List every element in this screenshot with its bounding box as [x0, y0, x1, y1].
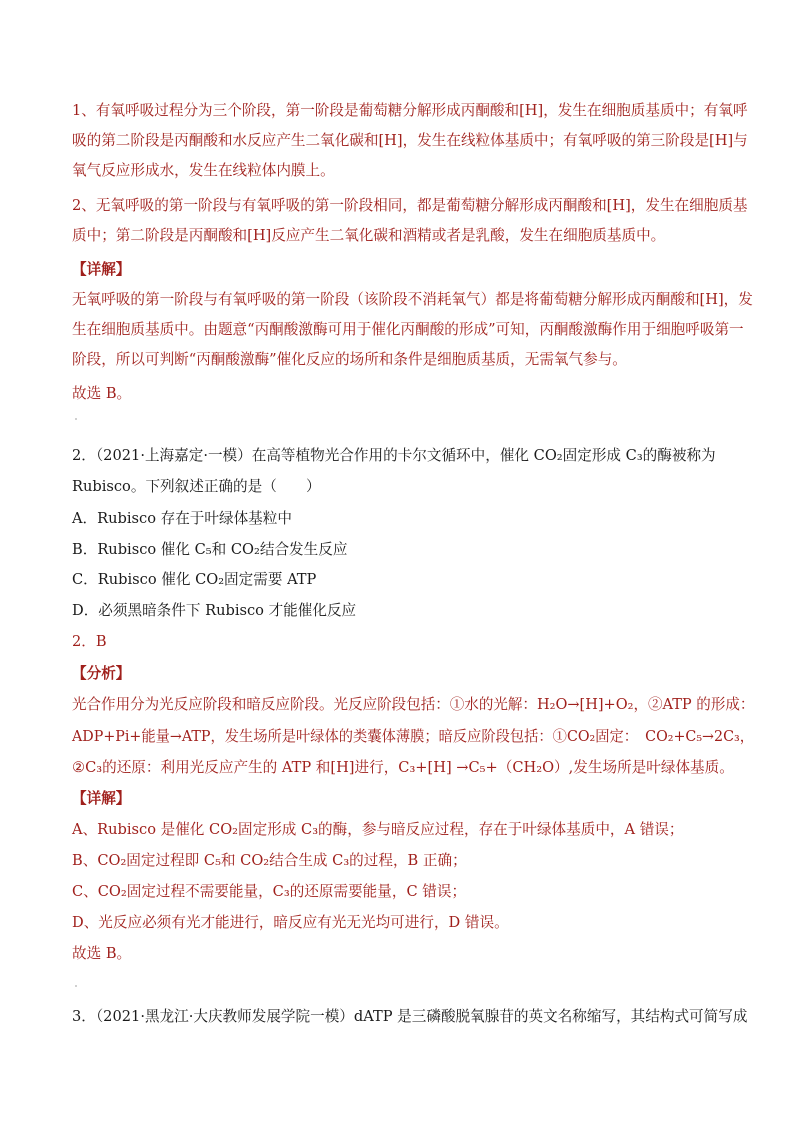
text-line: 光合作用分为光反应阶段和暗反应阶段。光反应阶段包括：①水的光解：H₂O→[H]+O₂，②ATP 的形成： — [72, 696, 755, 713]
text-line: 阶段，所以可判断“丙酮酸激酶”催化反应的场所和条件是细胞质基质，无需氧气参与。 — [72, 351, 627, 368]
separator-dot — [75, 418, 77, 420]
text-line: 无氧呼吸的第一阶段与有氧呼吸的第一阶段（该阶段不消耗氧气）都是将葡萄糖分解形成丙酮酸和[H]，发 — [72, 291, 753, 308]
text-line: 氧气反应形成水，发生在线粒体内膜上。 — [72, 162, 335, 179]
text-line: B、CO₂固定过程即 C₅和 CO₂结合生成 C₃的过程，B 正确； — [72, 852, 467, 869]
section-heading: 【详解】 — [72, 261, 131, 278]
text-line: 质中；第二阶段是丙酮酸和[H]反应产生二氧化碳和酒精或者是乳酸，发生在细胞质基质中。 — [72, 227, 666, 244]
text-line: 2．B — [72, 633, 107, 650]
text-line: ADP+Pi+能量→ATP，发生场所是叶绿体的类囊体薄膜；暗反应阶段包括：①CO₂固定： CO₂+C₅→2C₃， — [72, 728, 754, 745]
section-heading: 【详解】 — [72, 790, 131, 807]
text-line: 故选 B。 — [72, 385, 132, 402]
text-line: A、Rubisco 是催化 CO₂固定形成 C₃的酶，参与暗反应过程，存在于叶绿体基质中，A 错误； — [72, 821, 684, 838]
text-line: A．Rubisco 存在于叶绿体基粒中 — [72, 510, 292, 527]
text-line: 3．（2021·黑龙江·大庆教师发展学院一模）dATP 是三磷酸脱氧腺苷的英文名称缩写，其结构式可简写成 — [72, 1008, 748, 1025]
text-line: D．必须黑暗条件下 Rubisco 才能催化反应 — [72, 602, 357, 619]
text-line: C、CO₂固定过程不需要能量，C₃的还原需要能量，C 错误； — [72, 883, 467, 900]
separator-dot — [75, 985, 77, 987]
text-line: C．Rubisco 催化 CO₂固定需要 ATP — [72, 571, 317, 588]
text-line: 1、有氧呼吸过程分为三个阶段，第一阶段是葡萄糖分解形成丙酮酸和[H]，发生在细胞质基质中；有氧呼 — [72, 102, 748, 119]
text-line: 2、无氧呼吸的第一阶段与有氧呼吸的第一阶段相同，都是葡萄糖分解形成丙酮酸和[H]，发生在细胞质基 — [72, 197, 748, 214]
text-line: 生在细胞质基质中。由题意“丙酮酸激酶可用于催化丙酮酸的形成”可知，丙酮酸激酶作用于细胞呼吸第一 — [72, 321, 744, 338]
text-line: ②C₃的还原：利用光反应产生的 ATP 和[H]进行，C₃+[H] →C₅+（CH₂O）,发生场所是叶绿体基质。 — [72, 759, 734, 776]
text-line: 故选 B。 — [72, 945, 132, 962]
text-line: B．Rubisco 催化 C₅和 CO₂结合发生反应 — [72, 541, 348, 558]
text-line: D、光反应必须有光才能进行，暗反应有光无光均可进行，D 错误。 — [72, 914, 509, 931]
text-line: Rubisco。下列叙述正确的是（ ） — [72, 478, 321, 495]
text-line: 2．（2021·上海嘉定·一模）在高等植物光合作用的卡尔文循环中，催化 CO₂固定形成 C₃的酶被称为 — [72, 447, 716, 464]
section-heading: 【分析】 — [72, 665, 131, 682]
text-line: 吸的第二阶段是丙酮酸和水反应产生二氧化碳和[H]，发生在线粒体基质中；有氧呼吸的第三阶段是[H]与 — [72, 132, 748, 149]
